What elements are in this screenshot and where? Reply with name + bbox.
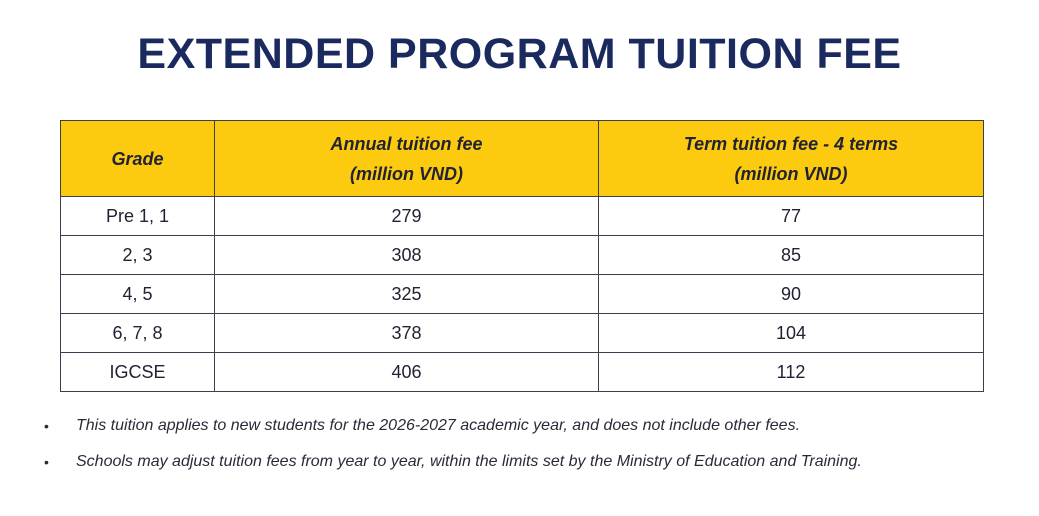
cell-annual-fee: 279	[215, 197, 599, 236]
cell-grade: 2, 3	[61, 236, 215, 275]
header-grade	[61, 121, 215, 197]
table-header-row	[61, 121, 984, 197]
header-annual-fee	[215, 121, 599, 197]
notes-list	[44, 416, 1024, 488]
note-item	[44, 452, 1024, 472]
cell-grade: IGCSE	[61, 353, 215, 392]
header-term-fee	[599, 121, 984, 197]
cell-grade: Pre 1, 1	[61, 197, 215, 236]
cell-grade: 4, 5	[61, 275, 215, 314]
note-item	[44, 416, 1024, 436]
page-title: EXTENDED PROGRAM TUITION FEE	[137, 30, 902, 78]
cell-annual-fee: 378	[215, 314, 599, 353]
table-row	[61, 197, 984, 236]
note-text: Schools may adjust tuition fees from year to year, within the limits set by the Ministry of Education and Training.	[76, 453, 862, 470]
tuition-fee-table	[60, 120, 984, 392]
header-grade-label: Grade	[111, 148, 164, 169]
cell-term-fee: 85	[599, 236, 984, 275]
table-row	[61, 275, 984, 314]
table-row	[61, 314, 984, 353]
cell-annual-fee: 325	[215, 275, 599, 314]
table-row	[61, 236, 984, 275]
cell-grade: 6, 7, 8	[61, 314, 215, 353]
cell-term-fee: 90	[599, 275, 984, 314]
cell-annual-fee: 308	[215, 236, 599, 275]
cell-term-fee: 77	[599, 197, 984, 236]
cell-term-fee: 112	[599, 353, 984, 392]
bullet-icon: •	[44, 418, 49, 434]
header-annual-fee-unit: (million VND)	[350, 163, 463, 184]
cell-annual-fee: 406	[215, 353, 599, 392]
bullet-icon: •	[44, 454, 49, 470]
cell-term-fee: 104	[599, 314, 984, 353]
note-text: This tuition applies to new students for the 2026-2027 academic year, and does not include other fees.	[76, 417, 801, 434]
table-row	[61, 353, 984, 392]
header-annual-fee-label: Annual tuition fee	[330, 133, 483, 154]
header-term-fee-unit: (million VND)	[734, 163, 848, 184]
header-term-fee-label: Term tuition fee - 4 terms	[683, 133, 899, 154]
